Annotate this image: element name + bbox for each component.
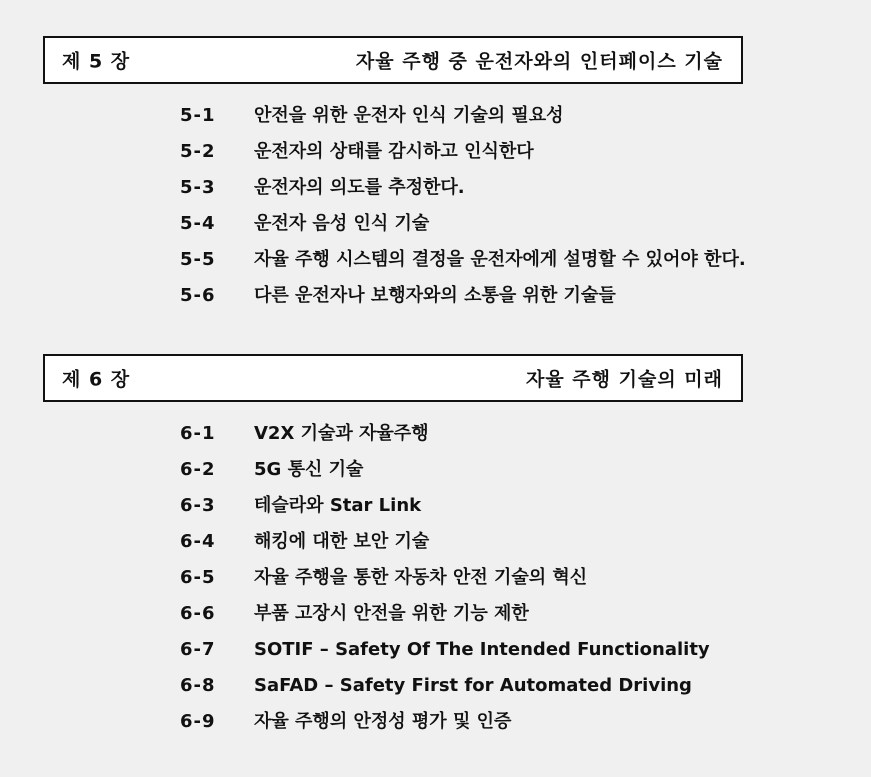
section-title: 자율 주행을 통한 자동차 안전 기술의 혁신 <box>254 567 588 588</box>
chapter-title: 자율 주행 중 운전자와의 인터페이스 기술 <box>355 50 723 73</box>
chapter-number: 제 6 장 <box>62 368 131 391</box>
list-item <box>180 134 746 170</box>
section-number: 6-2 <box>180 459 216 480</box>
list-item <box>180 632 710 668</box>
section-title: 5G 통신 기술 <box>254 459 364 480</box>
chapter-5-header <box>43 36 743 84</box>
section-title: 운전자의 의도를 추정한다. <box>254 177 465 198</box>
chapter-6-section-list <box>180 416 710 740</box>
list-item <box>180 452 710 488</box>
section-number: 5-3 <box>180 177 216 198</box>
section-number: 6-8 <box>180 675 216 696</box>
list-item <box>180 416 710 452</box>
section-title: V2X 기술과 자율주행 <box>254 423 429 444</box>
list-item <box>180 206 746 242</box>
section-number: 6-7 <box>180 639 216 660</box>
section-title: 부품 고장시 안전을 위한 기능 제한 <box>254 603 529 624</box>
list-item <box>180 488 710 524</box>
section-title: 운전자 음성 인식 기술 <box>254 213 430 234</box>
list-item <box>180 596 710 632</box>
list-item <box>180 704 710 740</box>
section-title: SOTIF – Safety Of The Intended Functionality <box>254 639 710 660</box>
section-title: 안전을 위한 운전자 인식 기술의 필요성 <box>254 105 564 126</box>
section-number: 5-5 <box>180 249 216 270</box>
chapter-title: 자율 주행 기술의 미래 <box>525 368 723 391</box>
section-number: 5-6 <box>180 285 216 306</box>
section-number: 5-2 <box>180 141 216 162</box>
list-item <box>180 170 746 206</box>
section-title: 다른 운전자나 보행자와의 소통을 위한 기술들 <box>254 285 616 306</box>
section-title: 자율 주행의 안정성 평가 및 인증 <box>254 711 512 732</box>
section-title: 자율 주행 시스템의 결정을 운전자에게 설명할 수 있어야 한다. <box>254 249 746 270</box>
section-title: SaFAD – Safety First for Automated Driving <box>254 675 692 696</box>
list-item <box>180 278 746 314</box>
list-item <box>180 98 746 134</box>
section-number: 6-1 <box>180 423 216 444</box>
list-item <box>180 668 710 704</box>
section-number: 6-5 <box>180 567 216 588</box>
section-title: 해킹에 대한 보안 기술 <box>254 531 430 552</box>
chapter-6-header <box>43 354 743 402</box>
chapter-number: 제 5 장 <box>62 50 131 73</box>
section-title: 테슬라와 Star Link <box>254 495 422 516</box>
section-number: 5-1 <box>180 105 216 126</box>
list-item <box>180 242 746 278</box>
section-number: 5-4 <box>180 213 216 234</box>
section-number: 6-9 <box>180 711 216 732</box>
chapter-5-section-list <box>180 98 746 314</box>
section-title: 운전자의 상태를 감시하고 인식한다 <box>254 141 534 162</box>
section-number: 6-3 <box>180 495 216 516</box>
section-number: 6-4 <box>180 531 216 552</box>
list-item <box>180 524 710 560</box>
list-item <box>180 560 710 596</box>
section-number: 6-6 <box>180 603 216 624</box>
